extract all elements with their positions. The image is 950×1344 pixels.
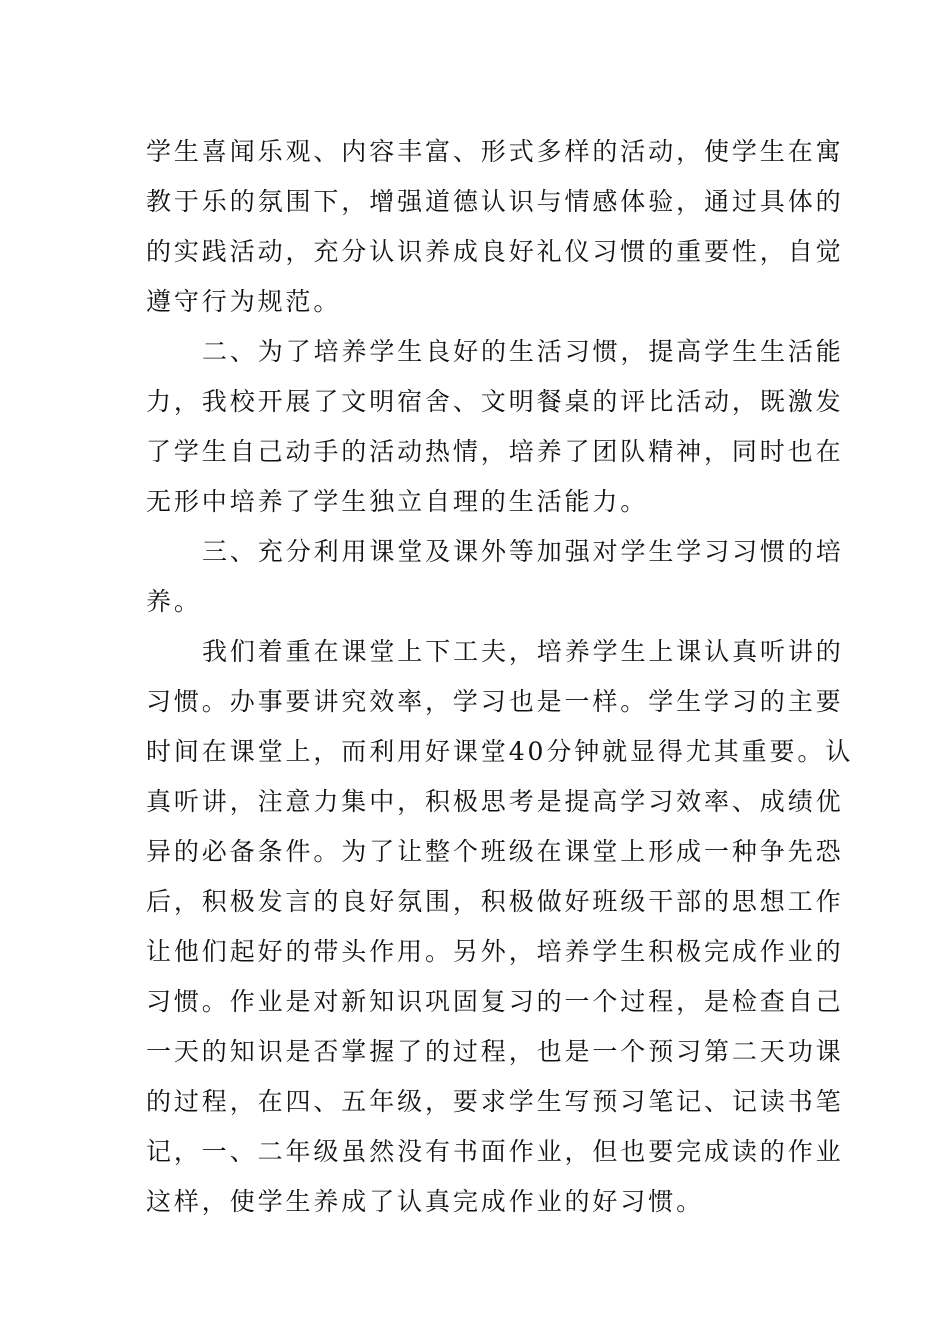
text-line-15: 异的必备条件。为了让整个班级在课堂上形成一种争先恐 (146, 837, 844, 866)
text-line-5: 二、为了培养学生良好的生活习惯，提高学生生活能 (202, 337, 844, 366)
text-line-8: 无形中培养了学生独立自理的生活能力。 (146, 487, 649, 516)
text-line-13: 时间在课堂上，而利用好课堂40分钟就显得尤其重要。认 (146, 737, 854, 766)
text-line-22: 这样，使学生养成了认真完成作业的好习惯。 (146, 1187, 705, 1216)
text-line-7: 了学生自己动手的活动热情，培养了团队精神，同时也在 (146, 437, 844, 466)
text-line-2: 教于乐的氛围下，增强道德认识与情感体验，通过具体的 (146, 187, 844, 216)
text-line-21: 记，一、二年级虽然没有书面作业，但也要完成读的作业 (146, 1137, 844, 1166)
text-line-16: 后，积极发言的良好氛围，积极做好班级干部的思想工作 (146, 887, 844, 916)
text-line-17: 让他们起好的带头作用。另外，培养学生积极完成作业的 (146, 937, 844, 966)
text-line-9: 三、充分利用课堂及课外等加强对学生学习习惯的培 (202, 537, 844, 566)
text-line-18: 习惯。作业是对新知识巩固复习的一个过程，是检查自己 (146, 987, 844, 1016)
text-line-19: 一天的知识是否掌握了的过程，也是一个预习第二天功课 (146, 1037, 844, 1066)
text-line-6: 力，我校开展了文明宿舍、文明餐桌的评比活动，既激发 (146, 387, 844, 416)
text-line-12: 习惯。办事要讲究效率，学习也是一样。学生学习的主要 (146, 687, 844, 716)
text-line-11: 我们着重在课堂上下工夫，培养学生上课认真听讲的 (202, 637, 844, 666)
text-line-4: 遵守行为规范。 (146, 287, 342, 316)
text-line-10: 养。 (146, 587, 202, 616)
text-line-1: 学生喜闻乐观、内容丰富、形式多样的活动，使学生在寓 (146, 137, 844, 166)
text-line-3: 的实践活动，充分认识养成良好礼仪习惯的重要性，自觉 (146, 237, 844, 266)
text-line-14: 真听讲，注意力集中，积极思考是提高学习效率、成绩优 (146, 787, 844, 816)
document-body (146, 127, 854, 1227)
text-line-20: 的过程，在四、五年级，要求学生写预习笔记、记读书笔 (146, 1087, 844, 1116)
